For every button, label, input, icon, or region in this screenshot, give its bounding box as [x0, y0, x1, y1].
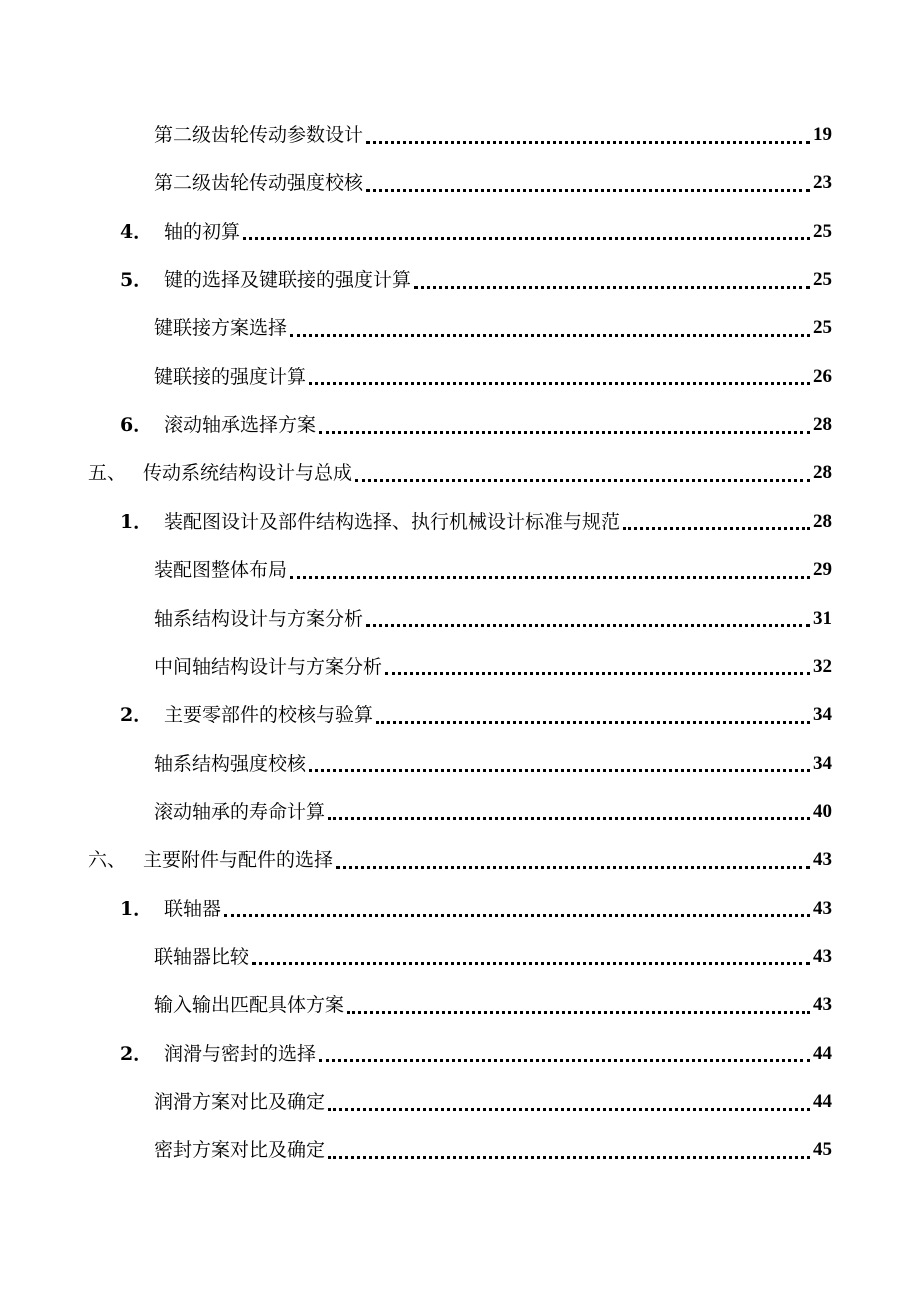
toc-dot-leader: [319, 1059, 810, 1062]
toc-entry-page-number: 23: [813, 172, 832, 194]
toc-entry[interactable]: [120, 408, 832, 442]
toc-entry[interactable]: [120, 892, 832, 926]
toc-entry-label: 中间轴结构设计与方案分析: [154, 655, 383, 678]
toc-entry-page-number: 25: [813, 220, 832, 242]
toc-entry[interactable]: [120, 505, 832, 539]
toc-dot-leader: [376, 721, 810, 724]
toc-entry-page-number: 40: [813, 800, 832, 822]
toc-entry-label: 联轴器比较: [154, 945, 250, 968]
toc-entry-label: 轴系结构设计与方案分析: [154, 607, 364, 630]
toc-entry-label: 轴系结构强度校核: [154, 752, 307, 775]
toc-entry-number: 2．: [120, 704, 153, 727]
toc-entry-page-number: 28: [813, 414, 832, 436]
toc-entry-page-number: 44: [813, 1042, 832, 1064]
toc-entry-label: 第二级齿轮传动参数设计: [154, 124, 364, 146]
toc-dot-leader: [623, 527, 810, 530]
toc-entry[interactable]: [154, 1133, 832, 1167]
toc-entry[interactable]: [120, 1037, 832, 1071]
toc-dot-leader: [328, 817, 810, 820]
toc-entry-page-number: 43: [813, 994, 832, 1016]
toc-dot-leader: [252, 962, 810, 965]
toc-dot-leader: [347, 1011, 810, 1014]
toc-dot-leader: [290, 576, 810, 579]
toc-entry-label: 密封方案对比及确定: [154, 1139, 326, 1162]
toc-entry-number: 五、: [88, 462, 127, 485]
toc-entry-page-number: 45: [813, 1139, 832, 1161]
toc-entry[interactable]: [154, 118, 832, 152]
toc-dot-leader: [366, 624, 810, 627]
toc-entry-label: 键联接方案选择: [154, 317, 288, 340]
toc-dot-leader: [336, 866, 810, 869]
toc-dot-leader: [319, 431, 810, 434]
toc-entry-page-number: 32: [813, 655, 832, 677]
toc-entry[interactable]: [154, 553, 832, 587]
toc-entry-page-number: 28: [813, 510, 832, 532]
toc-entry[interactable]: [120, 698, 832, 732]
toc-entry-page-number: 43: [813, 945, 832, 967]
toc-entry-page-number: 25: [813, 317, 832, 339]
toc-dot-leader: [290, 334, 810, 337]
toc-entry-label: 润滑方案对比及确定: [154, 1091, 326, 1113]
toc-entry-number: 2．: [120, 1042, 153, 1065]
toc-entry[interactable]: [120, 215, 832, 249]
toc-entry-label: 轴的初算: [164, 220, 241, 243]
toc-dot-leader: [366, 141, 810, 144]
toc-entry-page-number: 44: [813, 1091, 832, 1112]
toc-entry[interactable]: [154, 795, 832, 829]
toc-entry-page-number: 43: [813, 897, 832, 919]
toc-entry-page-number: 43: [813, 849, 832, 871]
toc-entry[interactable]: [154, 988, 832, 1022]
toc-entry-number: 六、: [88, 849, 127, 872]
toc-entry[interactable]: [154, 602, 832, 636]
toc-dot-leader: [224, 914, 810, 917]
toc-entry-label: 滚动轴承的寿命计算: [154, 800, 326, 823]
toc-dot-leader: [328, 1156, 810, 1159]
toc-entry[interactable]: [154, 360, 832, 394]
toc-entry-label: 装配图整体布局: [154, 559, 288, 582]
toc-dot-leader: [366, 189, 810, 192]
toc-entry[interactable]: [88, 843, 832, 877]
toc-entry-page-number: 28: [813, 462, 832, 484]
toc-entry-label: 装配图设计及部件结构选择、执行机械设计标准与规范: [164, 510, 621, 533]
toc-dot-leader: [328, 1108, 810, 1111]
toc-entry-page-number: 34: [813, 704, 832, 726]
toc-entry-label: 主要零部件的校核与验算: [164, 704, 374, 727]
toc-entry-number: 5．: [120, 269, 153, 292]
toc-entry-page-number: 29: [813, 559, 832, 581]
toc-entry[interactable]: [154, 1085, 832, 1119]
toc-entry-label: 传动系统结构设计与总成: [143, 462, 353, 485]
toc-entry-label: 键联接的强度计算: [154, 365, 307, 388]
toc-entry[interactable]: [154, 166, 832, 200]
toc-entry-page-number: 31: [813, 607, 832, 629]
toc-entry[interactable]: [154, 747, 832, 781]
toc-entry[interactable]: [154, 650, 832, 684]
toc-entry-number: 6．: [120, 414, 153, 437]
toc-entry-number: 1．: [120, 897, 153, 920]
toc-entry-label: 输入输出匹配具体方案: [154, 994, 345, 1017]
toc-entry[interactable]: [154, 940, 832, 974]
toc-entry-page-number: 19: [813, 124, 832, 145]
toc-dot-leader: [355, 479, 810, 482]
toc-entry-number: 1．: [120, 510, 153, 533]
toc-entry-label: 第二级齿轮传动强度校核: [154, 172, 364, 195]
toc-entry-label: 键的选择及键联接的强度计算: [164, 269, 412, 292]
toc-entry[interactable]: [120, 263, 832, 297]
toc-entry-label: 滚动轴承选择方案: [164, 414, 317, 437]
toc-dot-leader: [243, 237, 810, 240]
toc-entry-label: 主要附件与配件的选择: [143, 849, 334, 872]
toc-entry-page-number: 34: [813, 752, 832, 774]
toc-entry-label: 联轴器: [164, 897, 222, 920]
toc-entry[interactable]: [154, 311, 832, 345]
toc-dot-leader: [385, 672, 810, 675]
toc-dot-leader: [309, 769, 810, 772]
toc-entry-page-number: 26: [813, 365, 832, 387]
toc-entry-label: 润滑与密封的选择: [164, 1042, 317, 1065]
toc-dot-leader: [414, 286, 810, 289]
toc-entry-page-number: 25: [813, 269, 832, 291]
toc-dot-leader: [309, 382, 810, 385]
toc-entry-number: 4．: [120, 220, 153, 243]
toc-entry[interactable]: [88, 456, 832, 490]
